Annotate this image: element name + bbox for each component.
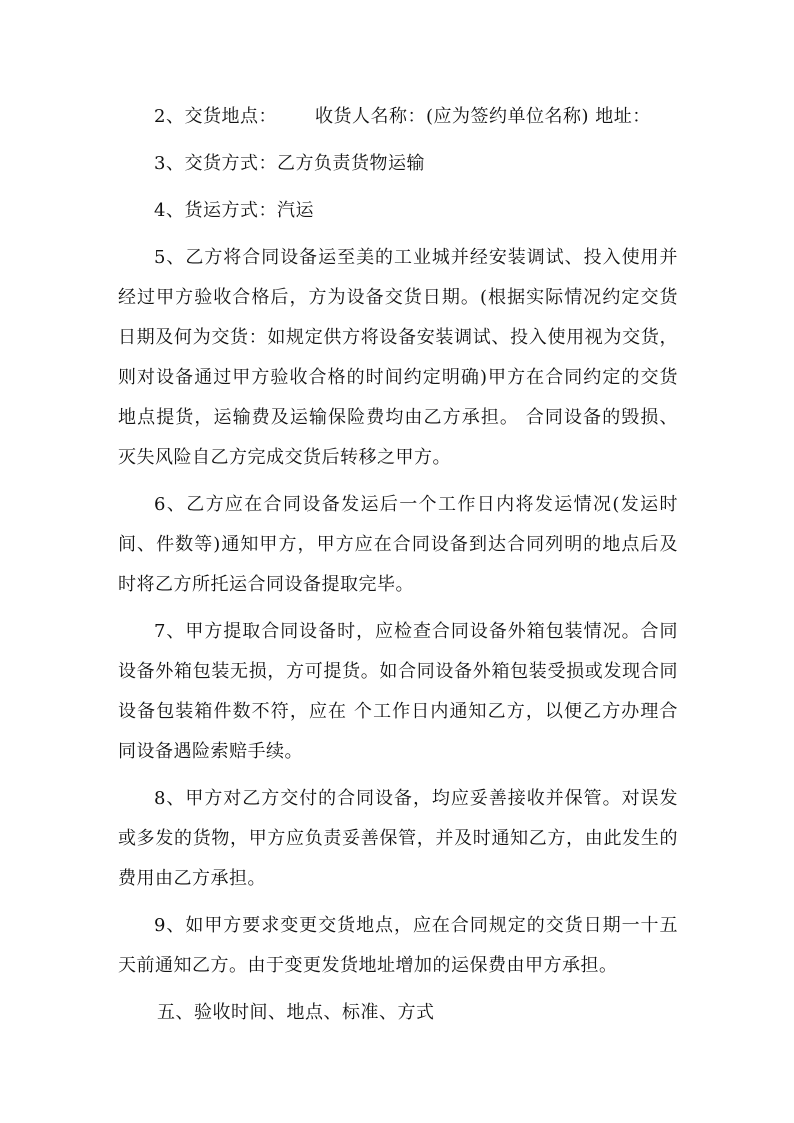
clause-change-location: 9、如甲方要求变更交货地点，应在合同规定的交货日期一十五天前通知乙方。由于变更发货地址增加的运保费由甲方承担。	[118, 915, 678, 976]
clause-delivery-location	[118, 97, 678, 137]
clause-delivery-location-label: 2、交货地点：	[154, 106, 277, 127]
section-heading-acceptance: 五、验收时间、地点、标准、方式	[157, 1002, 435, 1023]
clause-delivery-location-detail: 收货人名称：(应为签约单位名称) 地址：	[314, 106, 651, 127]
document-body	[118, 97, 678, 1033]
clause-shipment-notice: 6、乙方应在合同设备发运后一个工作日内将发运情况(发运时间、件数等)通知甲方，甲方应在合同设备到达合同列明的地点后及时将乙方所托运合同设备提取完毕。	[118, 494, 678, 595]
clause-inspection-on-pickup: 7、甲方提取合同设备时，应检查合同设备外箱包装情况。合同设备外箱包装无损，方可提货。如合同设备外箱包装受损或发现合同设备包装箱件数不符，应在 个工作日内通知乙方，以便乙方办理合同设备遇险索赔手续。	[118, 621, 678, 762]
clause-custody: 8、甲方对乙方交付的合同设备，均应妥善接收并保管。对误发或多发的货物，甲方应负责妥善保管，并及时通知乙方，由此发生的费用由乙方承担。	[118, 788, 678, 889]
clause-transport-method: 4、货运方式：汽运	[154, 200, 314, 221]
clause-delivery-date: 5、乙方将合同设备运至美的工业城并经安装调试、投入使用并经过甲方验收合格后，方为设备交货日期。(根据实际情况约定交货日期及何为交货：如规定供方将设备安装调试、投入使用视为交货，则对设备通过甲方验收合格的时间约定明确)甲方在合同约定的交货地点提货，运输费及运输保险费均由乙方承担。 合同设备的毁损、灭失风险自乙方完成交货后转移之甲方。	[118, 247, 678, 468]
clause-delivery-method: 3、交货方式：乙方负责货物运输	[154, 153, 425, 174]
